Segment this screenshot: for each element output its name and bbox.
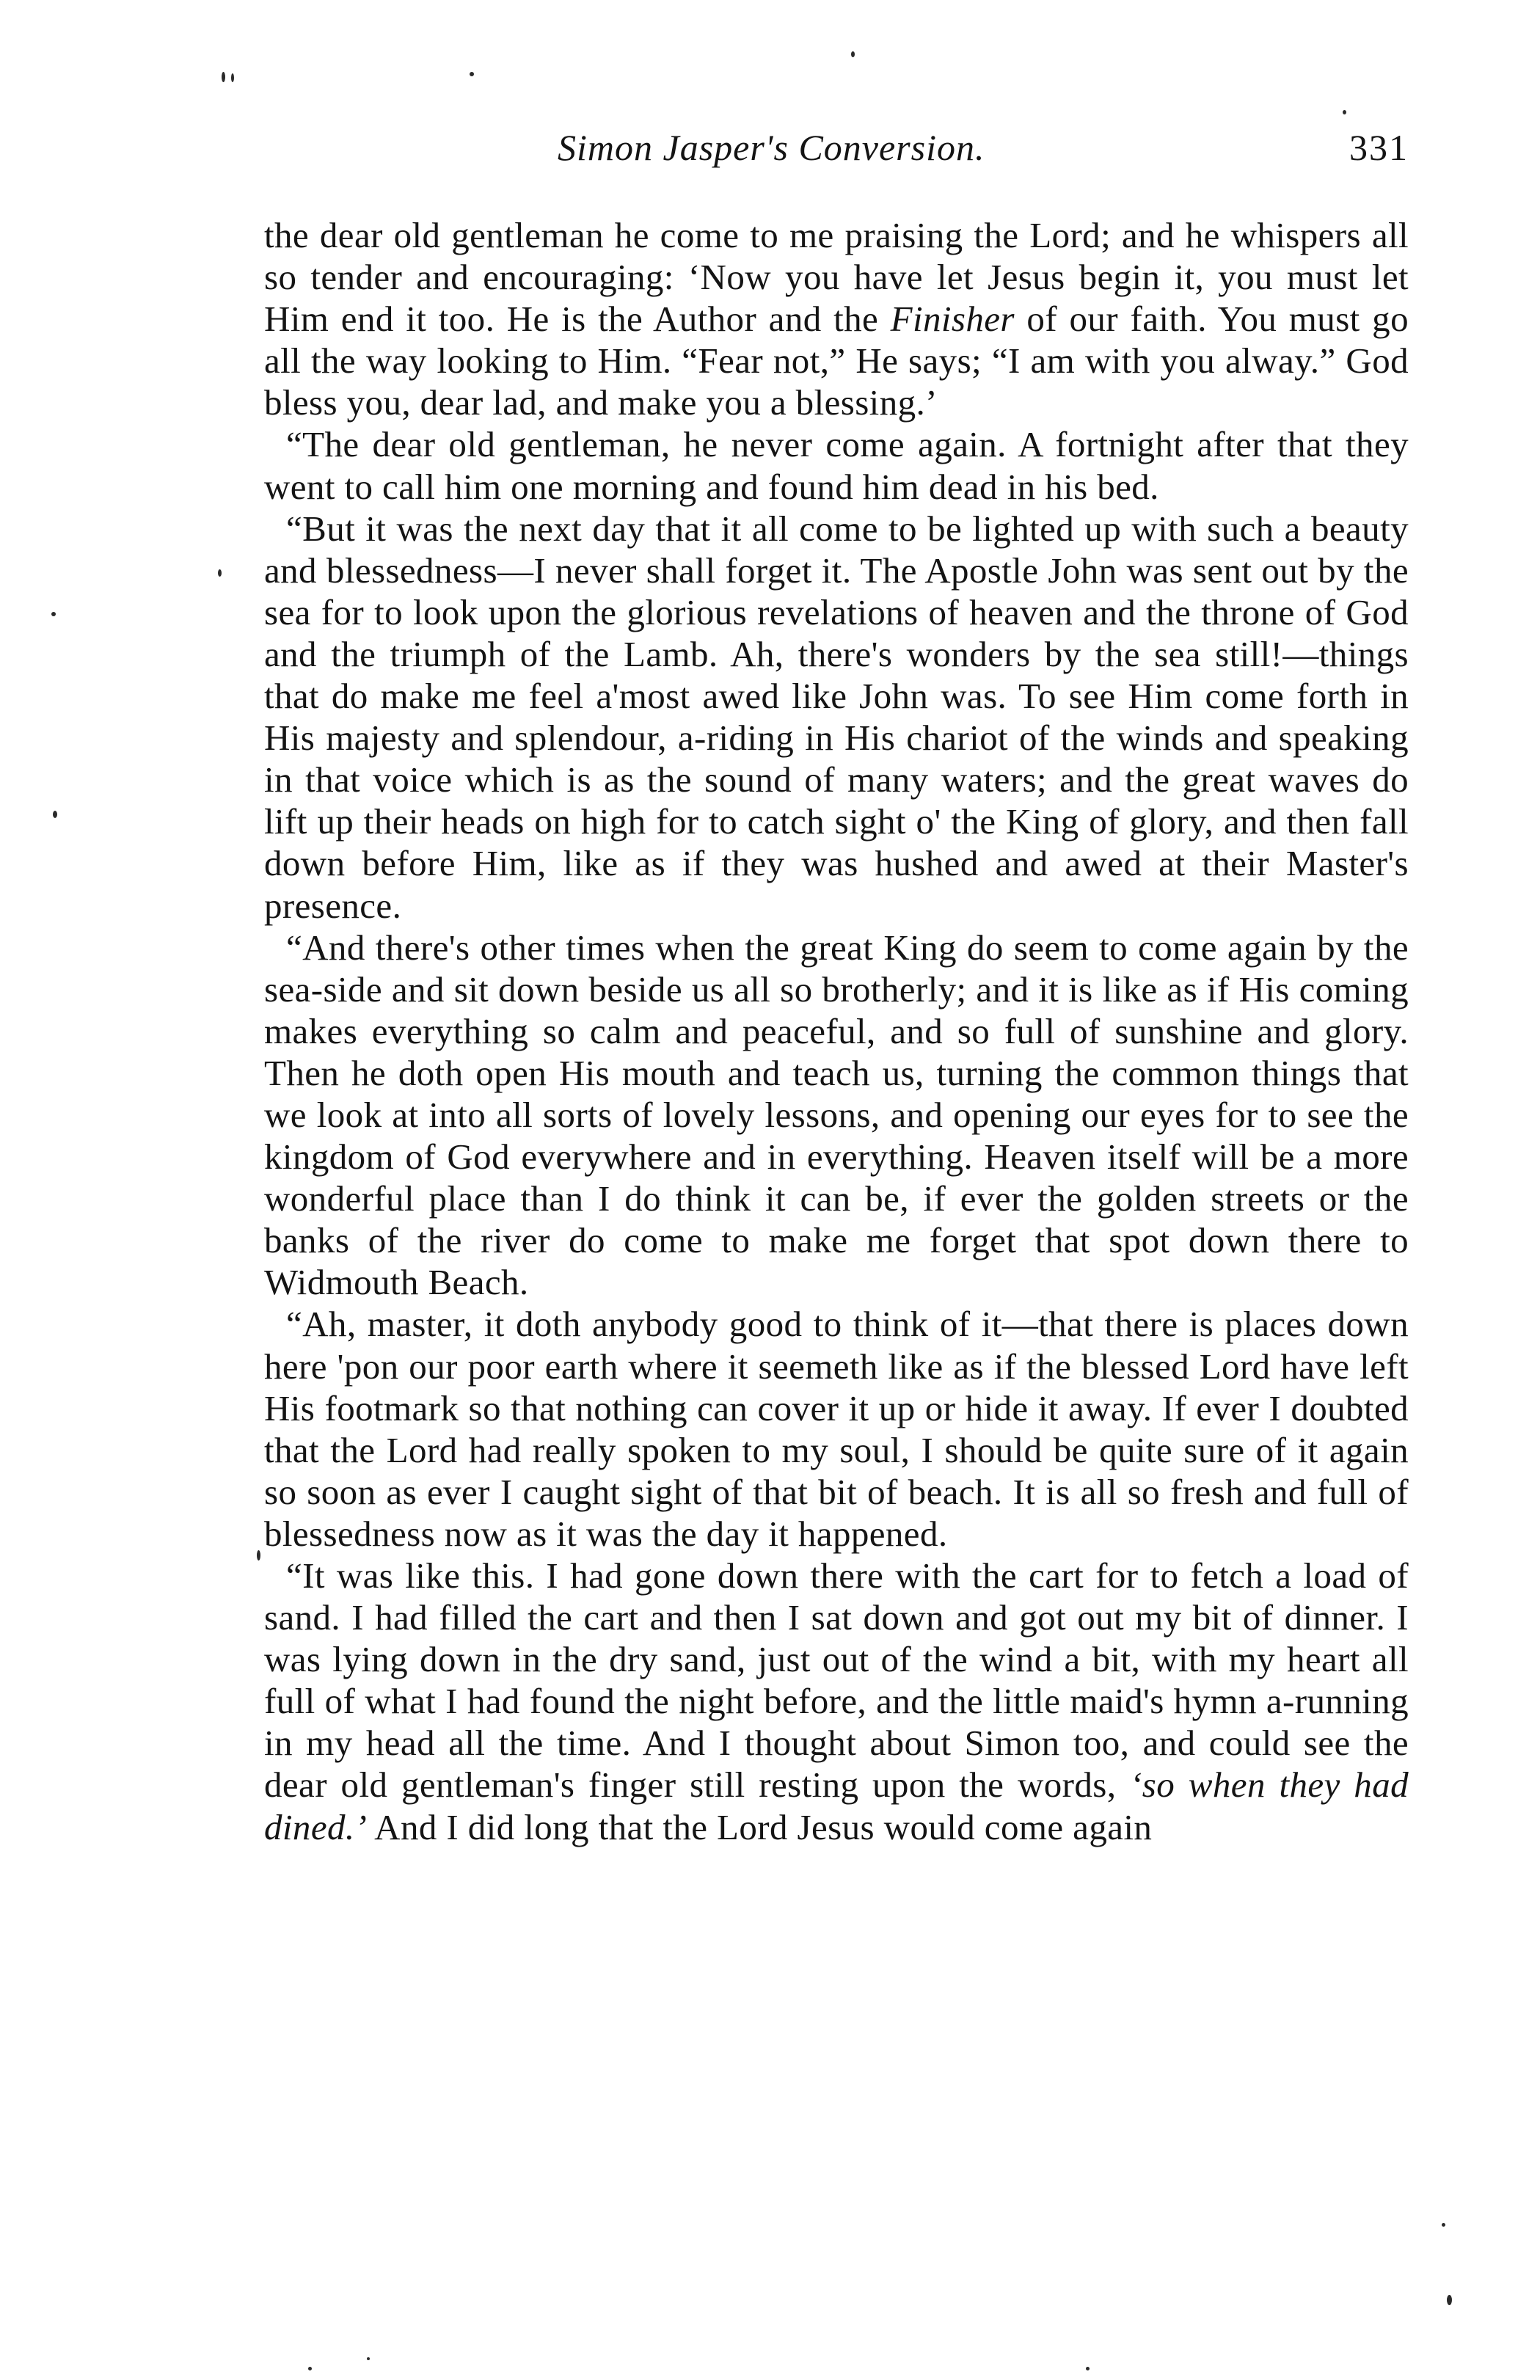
scan-speck [231, 73, 234, 82]
scan-speck [222, 72, 225, 82]
running-title: Simon Jasper's Conversion. [558, 127, 985, 168]
text-run: of our faith. You must go all the way looking to Him. “Fear not,” He says; “I am with you alway.” God bless you, dear lad, and make you a blessing.’ [264, 299, 1409, 423]
text-run: the dear old gentleman he come to me praising the Lord; and he whispers all so tender and encouraging: ‘Now you have let Jesus begin it, you must let Him end it too. He is the Author and the [264, 215, 1409, 340]
text-run: “And there's other times when the great King do seem to come again by the sea-side and sit down beside us all so brotherly; and it is like as if His coming makes everything so calm and peaceful, and so full of sunshine and glory. Then he doth open His mouth and teach us, turning the common things that we look at into all sorts of lovely lessons, and opening our eyes for to see the kingdom of God everywhere and in everything. Heaven itself will be a more wonderful place than I do think it can be, if ever the golden streets or the banks of the river do come to make me forget that spot down there to Widmouth Beach. [264, 927, 1409, 1303]
scan-speck [257, 1550, 260, 1560]
scan-speck [367, 2357, 370, 2360]
paragraph [264, 1555, 1409, 1848]
running-head [264, 126, 1409, 178]
paragraph [264, 1303, 1409, 1555]
scan-speck [1343, 110, 1346, 114]
scan-speck [53, 811, 57, 818]
scan-speck [1086, 2367, 1090, 2370]
paragraph [264, 927, 1409, 1304]
scan-speck [470, 72, 474, 76]
scan-speck [218, 569, 222, 577]
text-run: “Ah, master, it doth anybody good to think of it—that there is places down here 'pon our poor earth where it seemeth like as if the blessed Lord have left His footmark so that nothing can cover it up or hide it away. If ever I doubted that the Lord had really spoken to my soul, I should be quite sure of it again so soon as ever I caught sight of that bit of beach. It is all so fresh and full of blessedness now as it was the day it happened. [264, 1304, 1409, 1554]
text-run: “The dear old gentleman, he never come again. A fortnight after that they went to call him one morning and found him dead in his bed. [264, 424, 1409, 507]
text-run: “It was like this. I had gone down there with the cart for to fetch a load of sand. I had filled the cart and then I sat down and got out my bit of dinner. I was lying down in the dry sand, just out of the wind a bit, with my heart all full of what I had found the night before, and the little maid's hymn a-running in my head all the time. And I thought about Simon too, and could see the dear old gentleman's finger still resting upon the words, [264, 1555, 1409, 1806]
text-run: “But it was the next day that it all come to be lighted up with such a beauty and blessedness—I never shall forget it. The Apostle John was sent out by the sea for to look upon the glorious revelations of heaven and the throne of God and the triumph of the Lamb. Ah, there's wonders by the sea still!—things that do make me feel a'most awed like John was. To see Him come forth in His majesty and splendour, a-riding in His chariot of the winds and speaking in that voice which is as the sound of many waters; and the great waves do lift up their heads on high for to catch sight o' the King of glory, and then fall down before Him, like as if they was hushed and awed at their Master's presence. [264, 508, 1409, 926]
italic-text-run: Finisher [890, 299, 1015, 340]
page-number: 331 [1349, 127, 1409, 168]
text-run: And I did long that the Lord Jesus would come again [367, 1806, 1153, 1847]
paragraph [264, 508, 1409, 927]
paragraph [264, 423, 1409, 507]
scan-speck [51, 612, 56, 616]
scan-speck [308, 2367, 312, 2370]
paragraph [264, 214, 1409, 423]
scan-speck [1442, 2223, 1445, 2227]
scan-speck [851, 51, 855, 57]
scan-speck [1447, 2295, 1452, 2305]
italic-text-run: ‘so when they had dined.’ [264, 1764, 1409, 1847]
body-text [264, 214, 1409, 1848]
